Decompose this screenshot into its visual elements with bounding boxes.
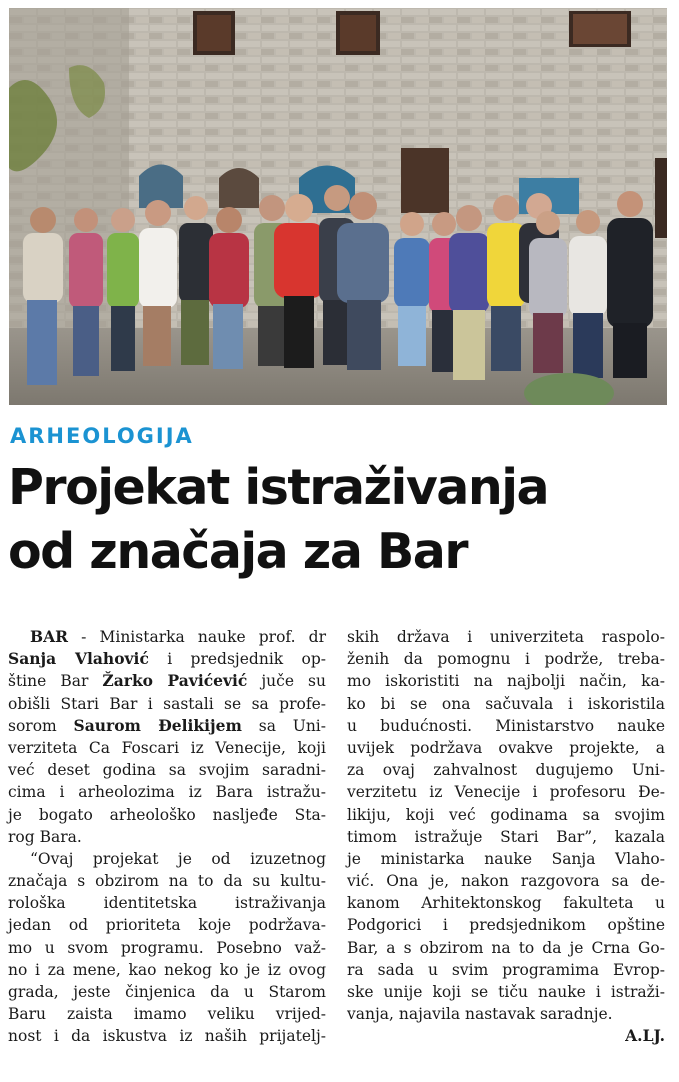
article-line — [347, 781, 665, 803]
text-run: grada, jeste činjenica da u Starom — [8, 983, 326, 1001]
text-run: juče su — [247, 672, 326, 691]
article-line — [8, 1025, 326, 1047]
text-run: ko bi se ona sačuvala i iskoristila — [347, 694, 665, 713]
article-line — [8, 981, 326, 1003]
text-run: rološka identitetska istraživanja — [8, 894, 326, 913]
article-line — [347, 981, 665, 1003]
text-run: Bar, a s obzirom na to da je Crna Go- — [347, 938, 665, 957]
article-line — [8, 626, 326, 648]
article-line — [347, 737, 665, 759]
article-line — [347, 715, 665, 737]
article-line — [8, 670, 326, 692]
text-run: sa Uni- — [241, 716, 327, 735]
article-line — [347, 648, 665, 670]
text-run: uvijek podržava ovakve projekte, a — [347, 738, 665, 757]
article-line — [347, 626, 665, 648]
article-line — [8, 804, 326, 826]
text-run: skih država i univerziteta raspolo- — [347, 628, 665, 646]
text-run: je ministarka nauke Sanja Vlaho- — [347, 849, 665, 868]
text-run: značaja s obzirom na to da su kultu- — [8, 872, 326, 891]
text-run: ra sada u svim programima Evrop- — [347, 960, 665, 979]
text-run: Baru zaista imamo veliku vrijed- — [8, 1005, 326, 1024]
text-run: nost i da iskustva iz naših prijatelj- — [8, 1027, 326, 1046]
group-photo-icon — [9, 8, 667, 405]
section-kicker: ARHEOLOGIJA — [10, 424, 194, 448]
article-line — [347, 937, 665, 959]
headline — [8, 456, 673, 584]
author-signature: A.LJ. — [625, 1026, 665, 1046]
text-run: vanja, najavila nastavak saradnje. — [347, 1005, 613, 1024]
text-run: Podgorici i predsjednikom opštine — [347, 916, 665, 935]
text-run: već deset godina sa svojim saradni- — [8, 761, 326, 780]
article-line — [8, 892, 326, 914]
text-run: no i za mene, kao nekog ko je iz ovog — [8, 960, 326, 979]
text-run: mo iskoristiti na najbolji način, ka- — [347, 672, 665, 691]
article-line — [8, 737, 326, 759]
text-run: vić. Ona je, nakon razgovora sa de- — [347, 872, 665, 891]
article-line — [347, 892, 665, 914]
bold-name: Saurom Đelikijem — [73, 715, 242, 735]
text-run: ske unije koji se tiču nauke i istraži- — [347, 983, 665, 1001]
headline-line-1: Projekat istraživanja — [8, 459, 549, 516]
text-run: obišli Stari Bar i sastali se sa profe- — [8, 694, 326, 713]
group-photo — [9, 8, 667, 405]
text-run: i predsjednik op- — [148, 650, 327, 669]
text-run: mo u svom programu. Posebno važ- — [8, 938, 326, 957]
text-run: za ovaj zahvalnost dugujemo Uni- — [347, 761, 665, 780]
bold-name: BAR — [30, 627, 69, 646]
article-line — [8, 826, 326, 848]
article-line — [347, 804, 665, 826]
article-line — [347, 870, 665, 892]
text-run: likiju, koji već godinama sa svojim — [347, 805, 665, 824]
text-run: ženih da pomognu i podrže, treba- — [347, 650, 665, 669]
article-line — [8, 914, 326, 936]
text-run: jedan od prioriteta koje podržava- — [8, 916, 326, 935]
article-line — [8, 870, 326, 892]
text-run: kanom Arhitektonskog fakulteta u — [347, 894, 665, 913]
article-line — [8, 648, 326, 670]
article-line — [8, 715, 326, 737]
article-line — [347, 848, 665, 870]
article-line — [8, 781, 326, 803]
headline-line-2: od značaja za Bar — [8, 523, 468, 580]
article-column-left — [8, 626, 326, 1048]
text-run: u budućnosti. Ministarstvo nauke — [347, 716, 665, 735]
text-run: štine Bar — [8, 672, 103, 691]
text-run: “Ovaj projekat je od izuzetnog — [30, 849, 326, 868]
text-run: cima i arheolozima iz Bara istražu- — [8, 783, 326, 802]
text-run: - Ministarka nauke prof. dr — [68, 628, 326, 646]
text-run: rog Bara. — [8, 827, 82, 846]
text-run: verzitetu iz Venecije i profesoru Đe- — [347, 783, 665, 802]
text-run: verziteta Ca Foscari iz Venecije, koji — [8, 738, 326, 757]
article-line — [347, 670, 665, 692]
article-line — [8, 848, 326, 870]
article-line — [8, 1003, 326, 1025]
article-line — [347, 959, 665, 981]
article-line — [8, 759, 326, 781]
bold-name: Žarko Pavićević — [102, 671, 248, 691]
text-run: timom istražuje Stari Bar”, kazala — [347, 827, 665, 846]
text-run: sorom — [8, 716, 74, 735]
article-line — [347, 826, 665, 848]
bold-name: Sanja Vlahović — [8, 649, 149, 669]
article-line — [347, 914, 665, 936]
article-line — [8, 959, 326, 981]
text-run: je bogato arheološko nasljeđe Sta- — [8, 805, 326, 824]
article-column-right — [347, 626, 665, 1048]
article-line — [347, 759, 665, 781]
article-line — [8, 937, 326, 959]
article-line — [8, 693, 326, 715]
article-line — [347, 1003, 665, 1025]
article-line — [347, 693, 665, 715]
